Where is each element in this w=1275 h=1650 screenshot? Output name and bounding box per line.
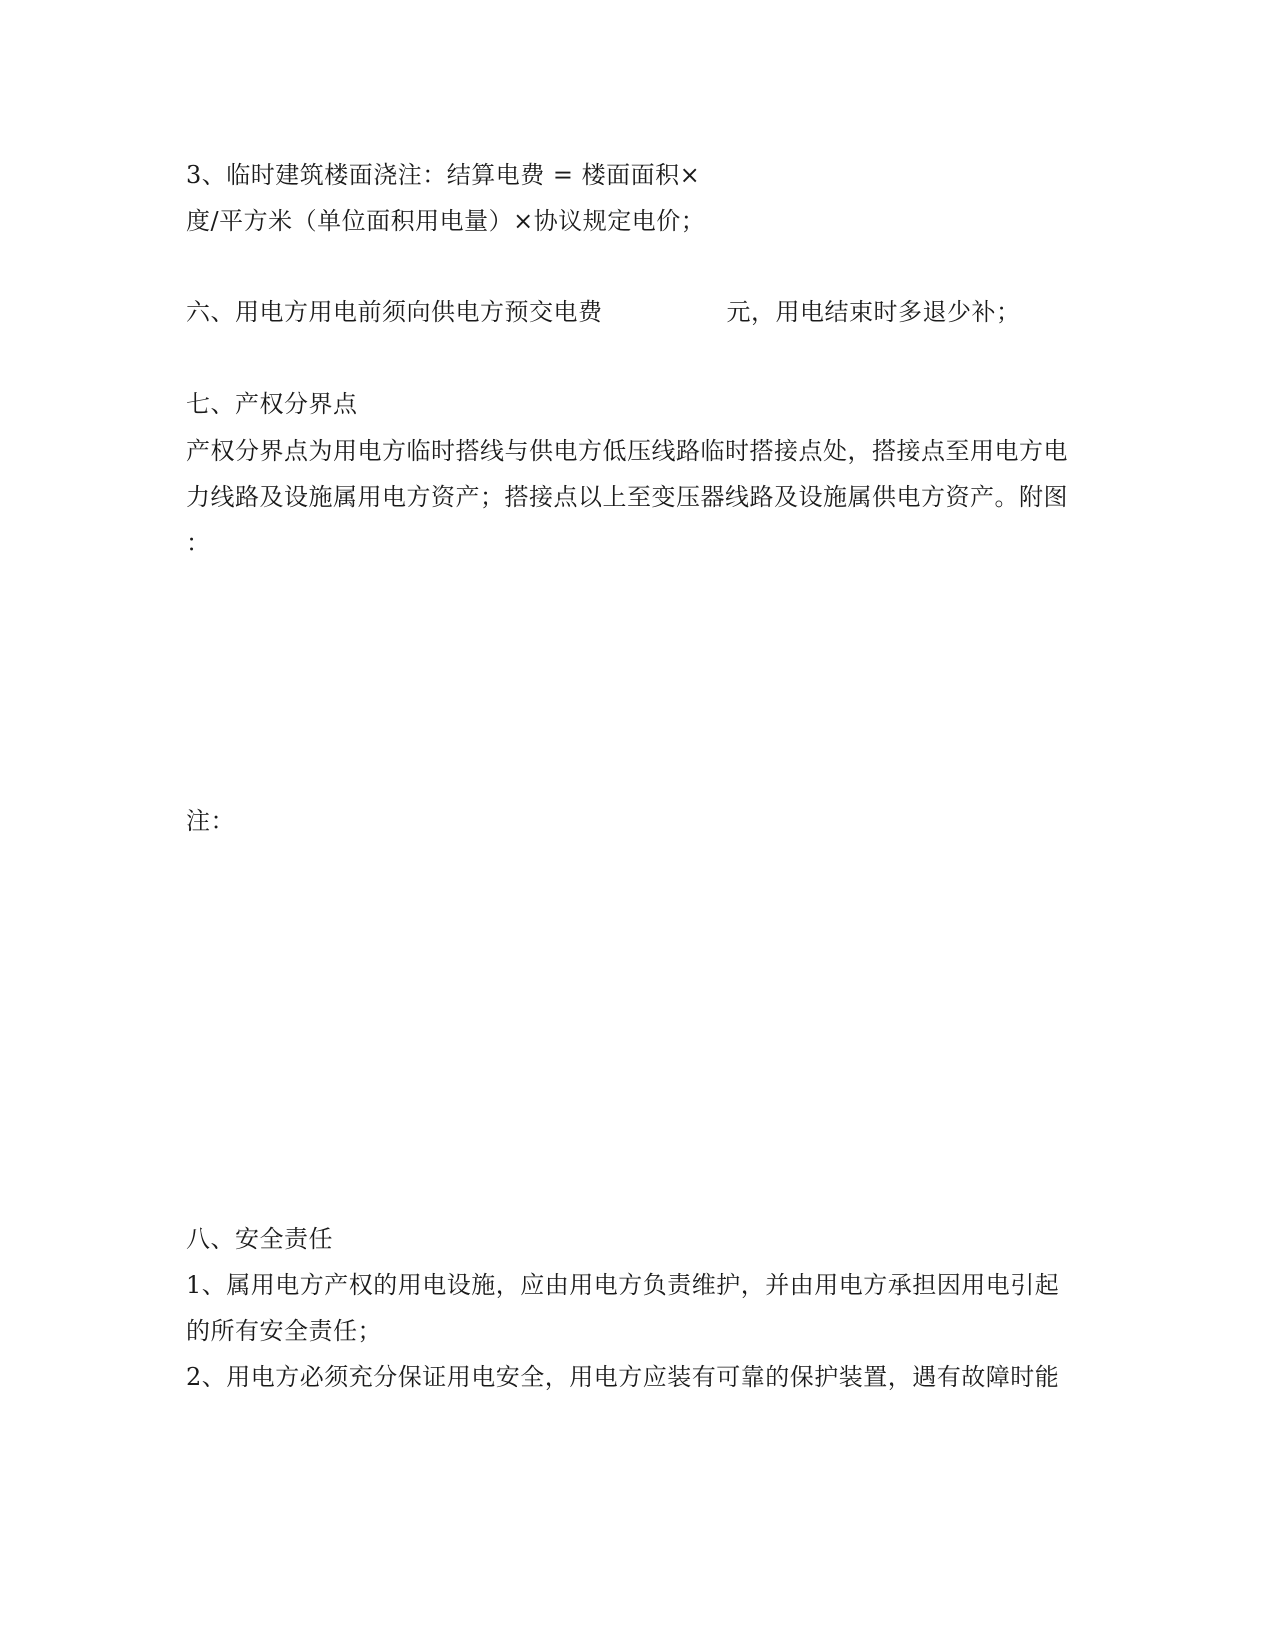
section7-para-line3: ： <box>186 529 211 557</box>
section8-item2-line1: 2、用电方必须充分保证用电安全，用电方应装有可靠的保护装置，遇有故障时能 <box>186 1363 1060 1391</box>
section6-line <box>186 297 1021 327</box>
note-label: 注： <box>186 807 235 835</box>
section8-item1-line1: 1、属用电方产权的用电设施，应由用电方负责维护，并由用电方承担因用电引起 <box>186 1271 1060 1299</box>
section6-suffix: 元，用电结束时多退少补； <box>726 298 1021 326</box>
item3-line2: 度/平方米（单位面积用电量）×协议规定电价； <box>186 207 706 235</box>
section6-prefix: 六、用电方用电前须向供电方预交电费 <box>186 298 603 326</box>
section8-item1-line2: 的所有安全责任； <box>186 1317 382 1345</box>
section7-heading: 七、产权分界点 <box>186 390 358 418</box>
item3-line1: 3、临时建筑楼面浇注：结算电费 = 楼面面积× <box>186 161 701 189</box>
section8-heading: 八、安全责任 <box>186 1225 333 1253</box>
section7-para-line2: 力线路及设施属用电方资产；搭接点以上至变压器线路及设施属供电方资产。附图 <box>186 483 1068 511</box>
section7-para-line1: 产权分界点为用电方临时搭线与供电方低压线路临时搭接点处，搭接点至用电方电 <box>186 437 1068 465</box>
